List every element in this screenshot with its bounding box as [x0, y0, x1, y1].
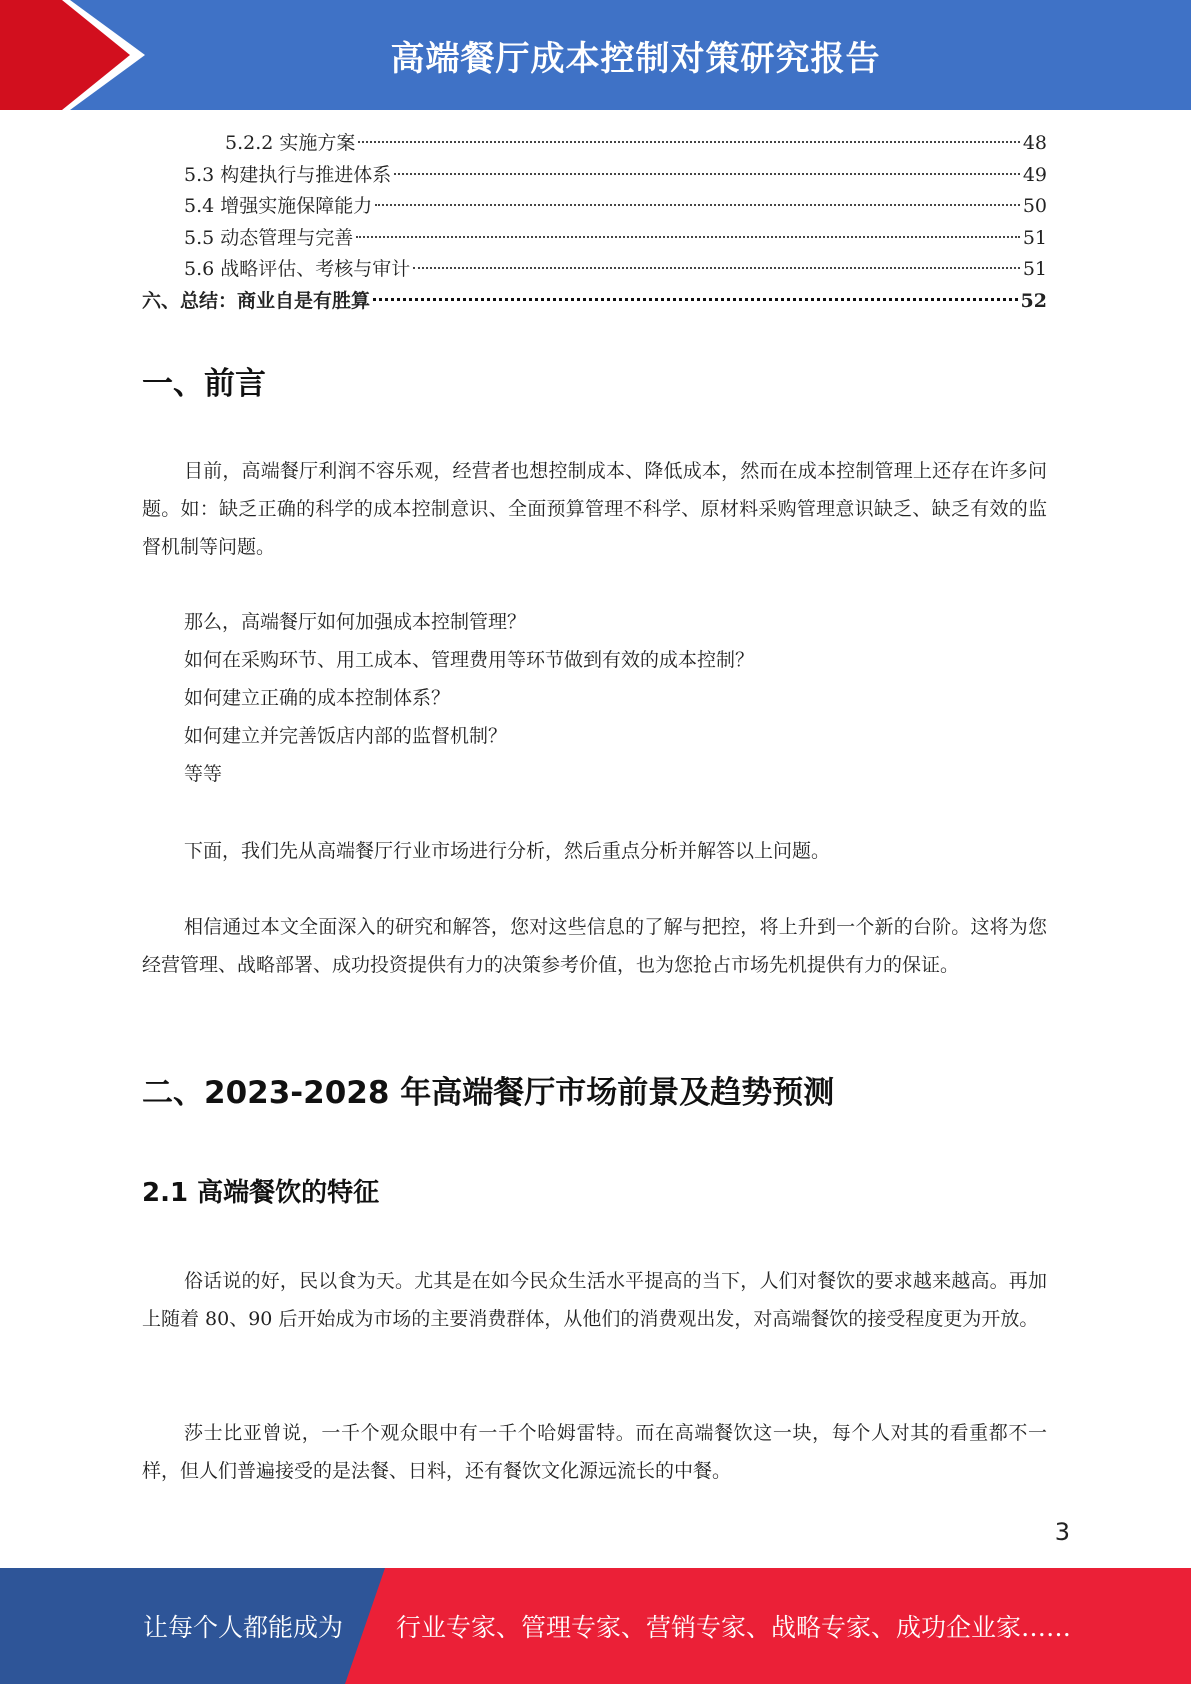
toc-entry[interactable]	[142, 223, 1047, 255]
report-title: 高端餐厅成本控制对策研究报告	[390, 38, 881, 79]
toc-dot-leader	[358, 141, 1019, 143]
toc-entry-label: 5.6 战略评估、考核与审计	[184, 258, 411, 280]
toc-dot-leader	[394, 173, 1020, 175]
body-paragraph: 相信通过本文全面深入的研究和解答，您对这些信息的了解与把控，将上升到一个新的台阶。这将为您经营管理、战略部署、成功投资提供有力的决策参考价值，也为您抢占市场先机提供有力的保证。	[142, 916, 1047, 976]
toc-entry-page: 51	[1022, 258, 1047, 280]
toc-entry-label: 5.2.2 实施方案	[225, 132, 356, 154]
toc-entry-page: 50	[1022, 195, 1047, 217]
question-item: 如何建立并完善饭店内部的监督机制？	[184, 725, 508, 747]
page-header	[0, 0, 1191, 110]
toc-entry[interactable]	[142, 286, 1047, 318]
body-paragraph: 俗话说的好，民以食为天。尤其是在如今民众生活水平提高的当下，人们对餐饮的要求越来越高。再加上随着 80、90 后开始成为市场的主要消费群体，从他们的消费观出发，对高端餐饮的接受程度更为开放。	[142, 1270, 1047, 1330]
toc-entry-page: 52	[1020, 289, 1047, 312]
question-item: 那么，高端餐厅如何加强成本控制管理？	[184, 611, 527, 633]
question-list	[184, 603, 1044, 793]
toc-entry[interactable]	[142, 160, 1047, 192]
toc-entry[interactable]	[142, 128, 1047, 160]
body-paragraph: 莎士比亚曾说，一千个观众眼中有一千个哈姆雷特。而在高端餐饮这一块，每个人对其的看重都不一样，但人们普遍接受的是法餐、日料，还有餐饮文化源远流长的中餐。	[142, 1422, 1047, 1482]
page-footer	[0, 1568, 1191, 1684]
toc-dot-leader	[373, 298, 1018, 301]
toc-entry[interactable]	[142, 254, 1047, 286]
body-paragraph: 下面，我们先从高端餐厅行业市场进行分析，然后重点分析并解答以上问题。	[184, 840, 831, 862]
header-chevron-decoration	[0, 0, 150, 110]
table-of-contents	[142, 128, 1047, 317]
toc-dot-leader	[356, 236, 1020, 238]
toc-entry-label: 5.4 增强实施保障能力	[184, 195, 373, 217]
toc-entry-label: 5.5 动态管理与完善	[184, 226, 354, 249]
toc-dot-leader	[413, 267, 1020, 269]
question-item: 如何建立正确的成本控制体系？	[184, 687, 451, 709]
toc-entry-page: 49	[1022, 163, 1047, 186]
toc-dot-leader	[375, 204, 1020, 206]
question-item: 等等	[184, 763, 223, 785]
subsection-heading: 2.1 高端餐饮的特征	[142, 1178, 380, 1208]
toc-entry-page: 48	[1022, 132, 1047, 154]
footer-slogan-right: 行业专家、管理专家、营销专家、战略专家、成功企业家……	[396, 1613, 1072, 1642]
page-number: 3	[1054, 1518, 1070, 1546]
toc-entry-page: 51	[1022, 226, 1047, 249]
toc-entry-label: 六、总结：商业自是有胜算	[142, 289, 371, 312]
footer-slogan-left: 让每个人都能成为	[143, 1613, 344, 1642]
body-paragraph: 目前，高端餐厅利润不容乐观，经营者也想控制成本、降低成本，然而在成本控制管理上还存在许多问题。如：缺乏正确的科学的成本控制意识、全面预算管理不科学、原材料采购管理意识缺乏、缺乏有效的监督机制等问题。	[142, 460, 1047, 558]
section-heading: 一、前言	[142, 366, 266, 402]
toc-entry-label: 5.3 构建执行与推进体系	[184, 163, 392, 186]
section-heading: 二、2023-2028 年高端餐厅市场前景及趋势预测	[142, 1075, 835, 1111]
toc-entry[interactable]	[142, 191, 1047, 223]
question-item: 如何在采购环节、用工成本、管理费用等环节做到有效的成本控制？	[184, 649, 755, 671]
